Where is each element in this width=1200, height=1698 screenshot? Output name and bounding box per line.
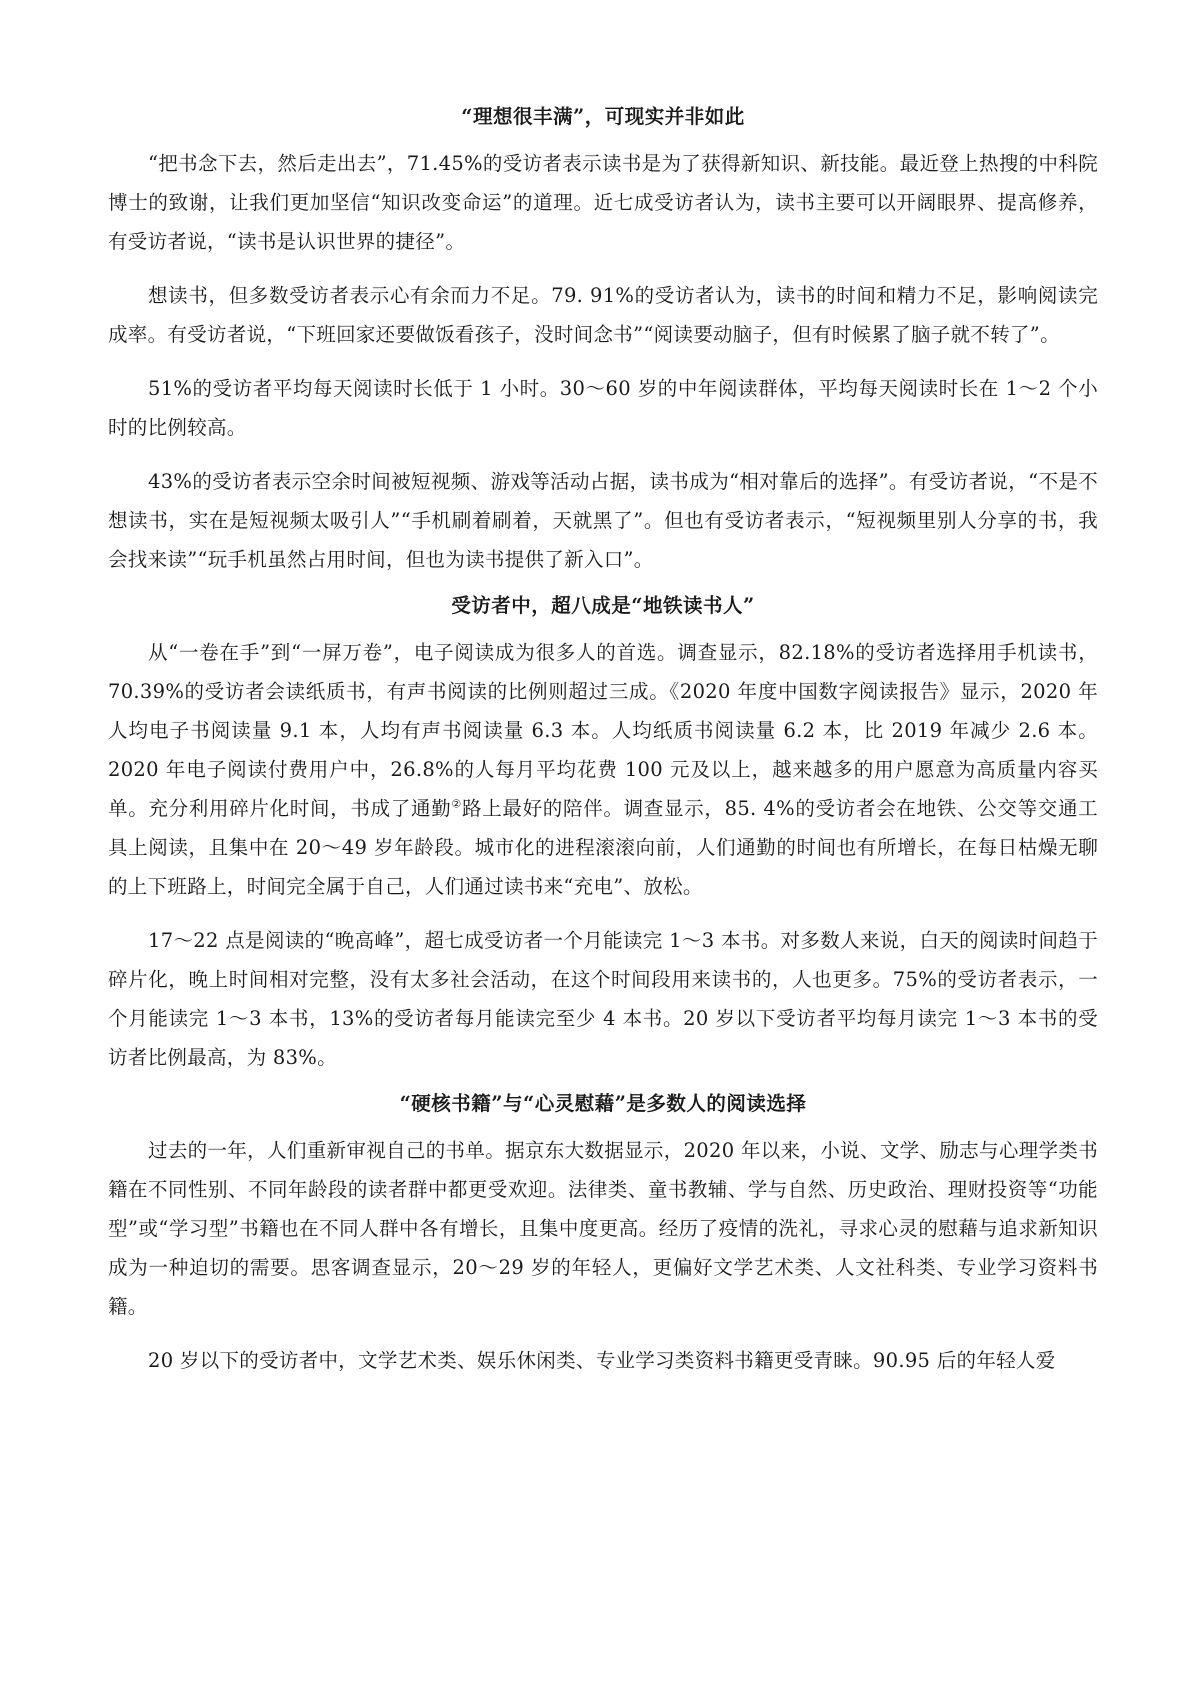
paragraph: 51%的受访者平均每天阅读时长低于 1 小时。30～60 岁的中年阅读群体，平均每天阅读时长在 1～2 个小时的比例较高。 (108, 377, 1098, 439)
paragraph (108, 633, 1098, 906)
paragraph-text: 路上最好的陪伴。调查显示，85. 4%的受访者会在地铁、公交等交通工具上阅读，且集中在 20～49 岁年龄段。城市化的进程滚滚向前，人们通勤的时间也有所增长，在每日枯燥无聊的上下班路上，时间完全属于自己，人们通过读书来“充电”、放松。 (108, 797, 1098, 898)
paragraph: 17～22 点是阅读的“晚高峰”，超七成受访者一个月能读完 1～3 本书。对多数人来说，白天的阅读时间趋于碎片化，晚上时间相对完整，没有太多社会活动，在这个时间段用来读书的，人也更多。75%的受访者表示，一个月能读完 1～3 本书，13%的受访者每月能读完至少 4 本书。20 岁以下受访者平均每月读完 1～3 本书的受访者比例最高，为 83%。 (108, 929, 1098, 1069)
paragraph: 想读书，但多数受访者表示心有余而力不足。79. 91%的受访者认为，读书的时间和精力不足，影响阅读完成率。有受访者说，“下班回家还要做饭看孩子，没时间念书”“阅读要动脑子，但有时候累了脑子就不转了”。 (108, 284, 1098, 346)
paragraph: 过去的一年，人们重新审视自己的书单。据京东大数据显示，2020 年以来，小说、文学、励志与心理学类书籍在不同性别、不同年龄段的读者群中都更受欢迎。法律类、童书教辅、学与自然、历史政治、理财投资等“功能型”或“学习型”书籍也在不同人群中各有增长，且集中度更高。经历了疫情的洗礼，寻求心灵的慰藉与追求新知识成为一种迫切的需要。思客调查显示，20～29 岁的年轻人，更偏好文学艺术类、人文社科类、专业学习资料书籍。 (108, 1139, 1098, 1318)
paragraph: “把书念下去，然后走出去”，71.45%的受访者表示读书是为了获得新知识、新技能。最近登上热搜的中科院博士的致谢，让我们更加坚信“知识改变命运”的道理。近七成受访者认为，读书主要可以开阔眼界、提高修养，有受访者说，“读书是认识世界的捷径”。 (108, 152, 1098, 253)
paragraph: 43%的受访者表示空余时间被短视频、游戏等活动占据，读书成为“相对靠后的选择”。有受访者说，“不是不想读书，实在是短视频太吸引人”“手机刷着刷着，天就黑了”。但也有受访者表示，“短视频里别人分享的书，我会找来读”“玩手机虽然占用时间，但也为读书提供了新入口”。 (108, 470, 1098, 571)
section-heading-3: “硬核书籍”与“心灵慰藉”是多数人的阅读选择 (399, 1092, 807, 1115)
footnote-marker: ② (451, 797, 462, 811)
section-heading-1: “理想很丰满”，可现实并非如此 (461, 105, 745, 128)
section-heading-2: 受访者中，超八成是“地铁读书人” (451, 594, 755, 617)
paragraph-text: 从“一卷在手”到“一屏万卷”，电子阅读成为很多人的首选。调查显示，82.18%的受访者选择用手机读书，70.39%的受访者会读纸质书，有声书阅读的比例则超过三成。《2020 年度中国数字阅读报告》显示，2020 年人均电子书阅读量 9.1 本，人均有声书阅读量 6.3 本。人均纸质书阅读量 6.2 本，比 2019 年减少 2.6 本。2020 年电子阅读付费用户中，26.8%的人每月平均花费 100 元及以上，越来越多的用户愿意为高质量内容买单。充分利用碎片化时间，书成了通勤 (108, 641, 1098, 820)
paragraph: 20 岁以下的受访者中，文学艺术类、娱乐休闲类、专业学习类资料书籍更受青睐。90.95 后的年轻人爱 (148, 1349, 1056, 1372)
document-body (108, 90, 1098, 1395)
